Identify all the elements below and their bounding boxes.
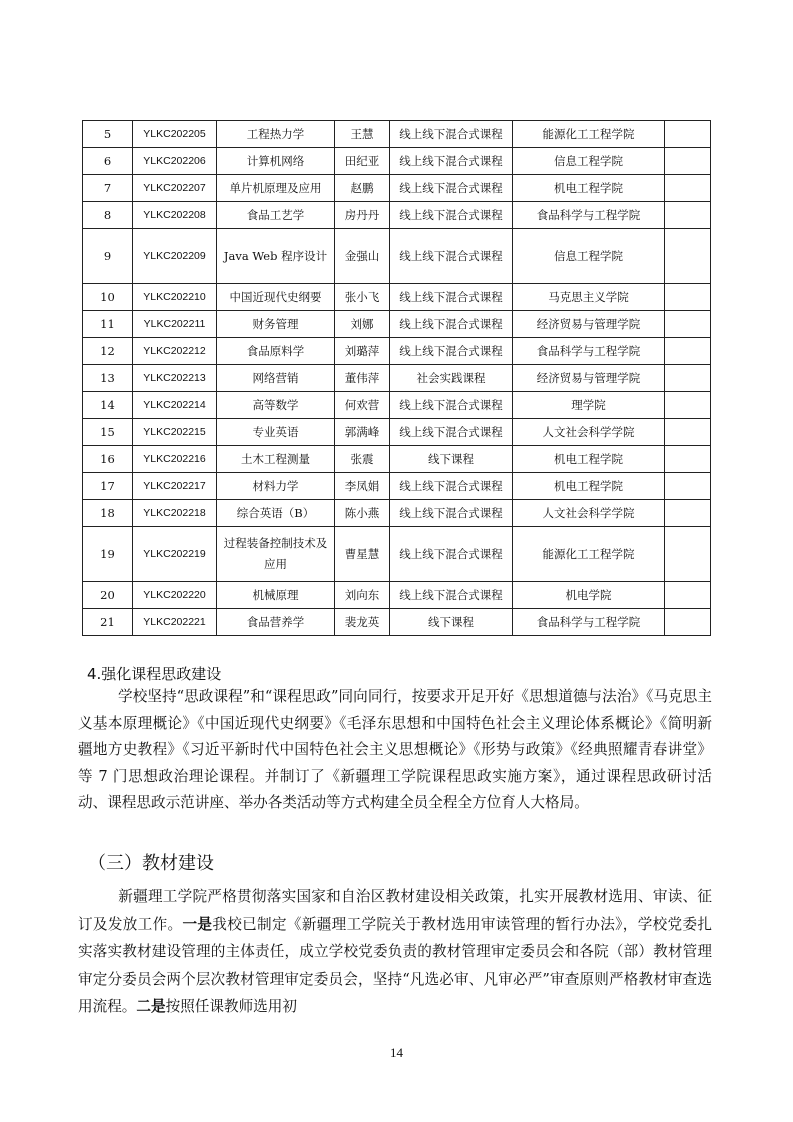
table-row bbox=[83, 392, 711, 419]
cell-no: 19 bbox=[83, 527, 133, 582]
cell-college: 信息工程学院 bbox=[513, 229, 665, 284]
cell-type: 线上线下混合式课程 bbox=[390, 338, 513, 365]
cell-college: 经济贸易与管理学院 bbox=[513, 365, 665, 392]
cell-type: 线上线下混合式课程 bbox=[390, 202, 513, 229]
cell-no: 18 bbox=[83, 500, 133, 527]
course-table bbox=[82, 120, 711, 636]
table-row bbox=[83, 229, 711, 284]
cell-teacher: 刘向东 bbox=[335, 582, 390, 609]
cell-code: YLKC202209 bbox=[133, 229, 217, 284]
table-row bbox=[83, 609, 711, 636]
cell-college: 食品科学与工程学院 bbox=[513, 202, 665, 229]
cell-note bbox=[665, 365, 711, 392]
cell-note bbox=[665, 121, 711, 148]
cell-code: YLKC202205 bbox=[133, 121, 217, 148]
cell-teacher: 张小飞 bbox=[335, 284, 390, 311]
paragraph bbox=[78, 684, 712, 817]
cell-college: 理学院 bbox=[513, 392, 665, 419]
cell-note bbox=[665, 419, 711, 446]
cell-course: 工程热力学 bbox=[217, 121, 335, 148]
paragraph bbox=[78, 883, 712, 1021]
cell-college: 能源化工工程学院 bbox=[513, 527, 665, 582]
cell-teacher: 王慧 bbox=[335, 121, 390, 148]
cell-college: 马克思主义学院 bbox=[513, 284, 665, 311]
cell-teacher: 房丹丹 bbox=[335, 202, 390, 229]
cell-course: 食品营养学 bbox=[217, 609, 335, 636]
cell-teacher: 刘璐萍 bbox=[335, 338, 390, 365]
cell-no: 5 bbox=[83, 121, 133, 148]
cell-code: YLKC202207 bbox=[133, 175, 217, 202]
table-row bbox=[83, 527, 711, 582]
cell-teacher: 金强山 bbox=[335, 229, 390, 284]
table-row bbox=[83, 419, 711, 446]
table-row bbox=[83, 284, 711, 311]
cell-course: 专业英语 bbox=[217, 419, 335, 446]
cell-note bbox=[665, 148, 711, 175]
cell-code: YLKC202208 bbox=[133, 202, 217, 229]
cell-teacher: 董伟萍 bbox=[335, 365, 390, 392]
cell-teacher: 郭满峰 bbox=[335, 419, 390, 446]
cell-no: 7 bbox=[83, 175, 133, 202]
cell-note bbox=[665, 446, 711, 473]
table-row bbox=[83, 365, 711, 392]
cell-note bbox=[665, 392, 711, 419]
table-row bbox=[83, 473, 711, 500]
emphasis-label: 二是 bbox=[136, 998, 166, 1015]
cell-note bbox=[665, 473, 711, 500]
cell-note bbox=[665, 582, 711, 609]
cell-note bbox=[665, 527, 711, 582]
table-row bbox=[83, 582, 711, 609]
cell-no: 10 bbox=[83, 284, 133, 311]
cell-note bbox=[665, 284, 711, 311]
cell-college: 机电工程学院 bbox=[513, 473, 665, 500]
cell-no: 13 bbox=[83, 365, 133, 392]
section-heading: （三）教材建设 bbox=[88, 853, 214, 874]
cell-no: 6 bbox=[83, 148, 133, 175]
cell-no: 16 bbox=[83, 446, 133, 473]
cell-college: 经济贸易与管理学院 bbox=[513, 311, 665, 338]
table-row bbox=[83, 148, 711, 175]
cell-course: 财务管理 bbox=[217, 311, 335, 338]
cell-teacher: 刘娜 bbox=[335, 311, 390, 338]
cell-type: 线上线下混合式课程 bbox=[390, 311, 513, 338]
cell-college: 人文社会科学学院 bbox=[513, 419, 665, 446]
cell-teacher: 何欢营 bbox=[335, 392, 390, 419]
table-row bbox=[83, 175, 711, 202]
cell-code: YLKC202220 bbox=[133, 582, 217, 609]
cell-type: 线上线下混合式课程 bbox=[390, 392, 513, 419]
cell-course: 过程装备控制技术及应用 bbox=[217, 527, 335, 582]
cell-course: 网络营销 bbox=[217, 365, 335, 392]
cell-college: 机电工程学院 bbox=[513, 175, 665, 202]
cell-note bbox=[665, 338, 711, 365]
cell-teacher: 赵鹏 bbox=[335, 175, 390, 202]
cell-code: YLKC202212 bbox=[133, 338, 217, 365]
cell-code: YLKC202219 bbox=[133, 527, 217, 582]
cell-no: 20 bbox=[83, 582, 133, 609]
cell-note bbox=[665, 175, 711, 202]
cell-college: 信息工程学院 bbox=[513, 148, 665, 175]
cell-course: 高等数学 bbox=[217, 392, 335, 419]
cell-code: YLKC202210 bbox=[133, 284, 217, 311]
page-number: 14 bbox=[390, 1045, 403, 1060]
emphasis-label: 一是 bbox=[182, 915, 213, 933]
cell-college: 机电学院 bbox=[513, 582, 665, 609]
cell-code: YLKC202213 bbox=[133, 365, 217, 392]
cell-code: YLKC202216 bbox=[133, 446, 217, 473]
cell-no: 17 bbox=[83, 473, 133, 500]
paragraph-text: 学校坚持“思政课程”和“课程思政”同向同行，按要求开足开好《思想道德与法治》《马克思主义基本原理概论》《中国近现代史纲要》《毛泽东思想和中国特色社会主义理论体系概论》《简明新疆地方史教程》《习近平新时代中国特色社会主义思想概论》《形势与政策》《经典照耀青春讲堂》等 7 门思想政治理论课程。并制订了《新疆理工学院课程思政实施方案》，通过课程思政研讨活动、课程思政示范讲座、举办各类活动等方式构建全员全程全方位育人大格局。 bbox=[78, 688, 712, 811]
paragraph-text: 我校已制定《新疆理工学院关于教材选用审读管理的暂行办法》，学校党委扎实落实教材建设管理的主体责任，成立学校党委负责的教材管理审定委员会和各院（部）教材管理审定分委员会两个层次教材管理审定委员会，坚持“凡选必审、凡审必严”审查原则严格教材审查选用流程。 bbox=[78, 915, 712, 1015]
cell-type: 线上线下混合式课程 bbox=[390, 229, 513, 284]
cell-type: 线上线下混合式课程 bbox=[390, 284, 513, 311]
cell-type: 线下课程 bbox=[390, 446, 513, 473]
cell-teacher: 陈小燕 bbox=[335, 500, 390, 527]
cell-no: 9 bbox=[83, 229, 133, 284]
cell-teacher: 裴龙英 bbox=[335, 609, 390, 636]
cell-teacher: 李凤娟 bbox=[335, 473, 390, 500]
cell-type: 线上线下混合式课程 bbox=[390, 175, 513, 202]
cell-note bbox=[665, 229, 711, 284]
cell-note bbox=[665, 202, 711, 229]
cell-college: 能源化工工程学院 bbox=[513, 121, 665, 148]
cell-code: YLKC202206 bbox=[133, 148, 217, 175]
table-row bbox=[83, 202, 711, 229]
table-row bbox=[83, 121, 711, 148]
cell-teacher: 张震 bbox=[335, 446, 390, 473]
cell-college: 机电工程学院 bbox=[513, 446, 665, 473]
cell-course: 土木工程测量 bbox=[217, 446, 335, 473]
cell-note bbox=[665, 500, 711, 527]
table-row bbox=[83, 311, 711, 338]
cell-course: 单片机原理及应用 bbox=[217, 175, 335, 202]
cell-no: 14 bbox=[83, 392, 133, 419]
cell-type: 社会实践课程 bbox=[390, 365, 513, 392]
cell-course: 机械原理 bbox=[217, 582, 335, 609]
cell-teacher: 曹星慧 bbox=[335, 527, 390, 582]
table-row bbox=[83, 446, 711, 473]
cell-note bbox=[665, 609, 711, 636]
cell-no: 8 bbox=[83, 202, 133, 229]
cell-note bbox=[665, 311, 711, 338]
cell-code: YLKC202211 bbox=[133, 311, 217, 338]
cell-code: YLKC202218 bbox=[133, 500, 217, 527]
cell-teacher: 田纪亚 bbox=[335, 148, 390, 175]
table-row bbox=[83, 500, 711, 527]
cell-code: YLKC202221 bbox=[133, 609, 217, 636]
cell-course: 食品原料学 bbox=[217, 338, 335, 365]
cell-no: 21 bbox=[83, 609, 133, 636]
cell-college: 食品科学与工程学院 bbox=[513, 609, 665, 636]
cell-type: 线上线下混合式课程 bbox=[390, 148, 513, 175]
cell-type: 线上线下混合式课程 bbox=[390, 527, 513, 582]
cell-code: YLKC202215 bbox=[133, 419, 217, 446]
cell-college: 食品科学与工程学院 bbox=[513, 338, 665, 365]
cell-code: YLKC202214 bbox=[133, 392, 217, 419]
cell-type: 线上线下混合式课程 bbox=[390, 419, 513, 446]
paragraph-text: 新疆理工学院严格贯彻落实国家和自治区教材建设相关政策，扎实开展教材选用、审读、征订及发放工作。 bbox=[78, 888, 712, 933]
cell-type: 线下课程 bbox=[390, 609, 513, 636]
cell-type: 线上线下混合式课程 bbox=[390, 473, 513, 500]
cell-no: 12 bbox=[83, 338, 133, 365]
cell-college: 人文社会科学学院 bbox=[513, 500, 665, 527]
cell-course: 材料力学 bbox=[217, 473, 335, 500]
cell-course: 中国近现代史纲要 bbox=[217, 284, 335, 311]
paragraph-text: 按照任课教师选用初 bbox=[165, 998, 297, 1015]
course-table-body bbox=[83, 121, 711, 636]
table-row bbox=[83, 338, 711, 365]
cell-type: 线上线下混合式课程 bbox=[390, 121, 513, 148]
cell-type: 线上线下混合式课程 bbox=[390, 500, 513, 527]
cell-course: 计算机网络 bbox=[217, 148, 335, 175]
cell-course: 食品工艺学 bbox=[217, 202, 335, 229]
cell-type: 线上线下混合式课程 bbox=[390, 582, 513, 609]
cell-no: 15 bbox=[83, 419, 133, 446]
section-heading: 4.强化课程思政建设 bbox=[87, 665, 222, 683]
cell-code: YLKC202217 bbox=[133, 473, 217, 500]
cell-course: Java Web 程序设计 bbox=[217, 229, 335, 284]
cell-no: 11 bbox=[83, 311, 133, 338]
cell-course: 综合英语（B） bbox=[217, 500, 335, 527]
